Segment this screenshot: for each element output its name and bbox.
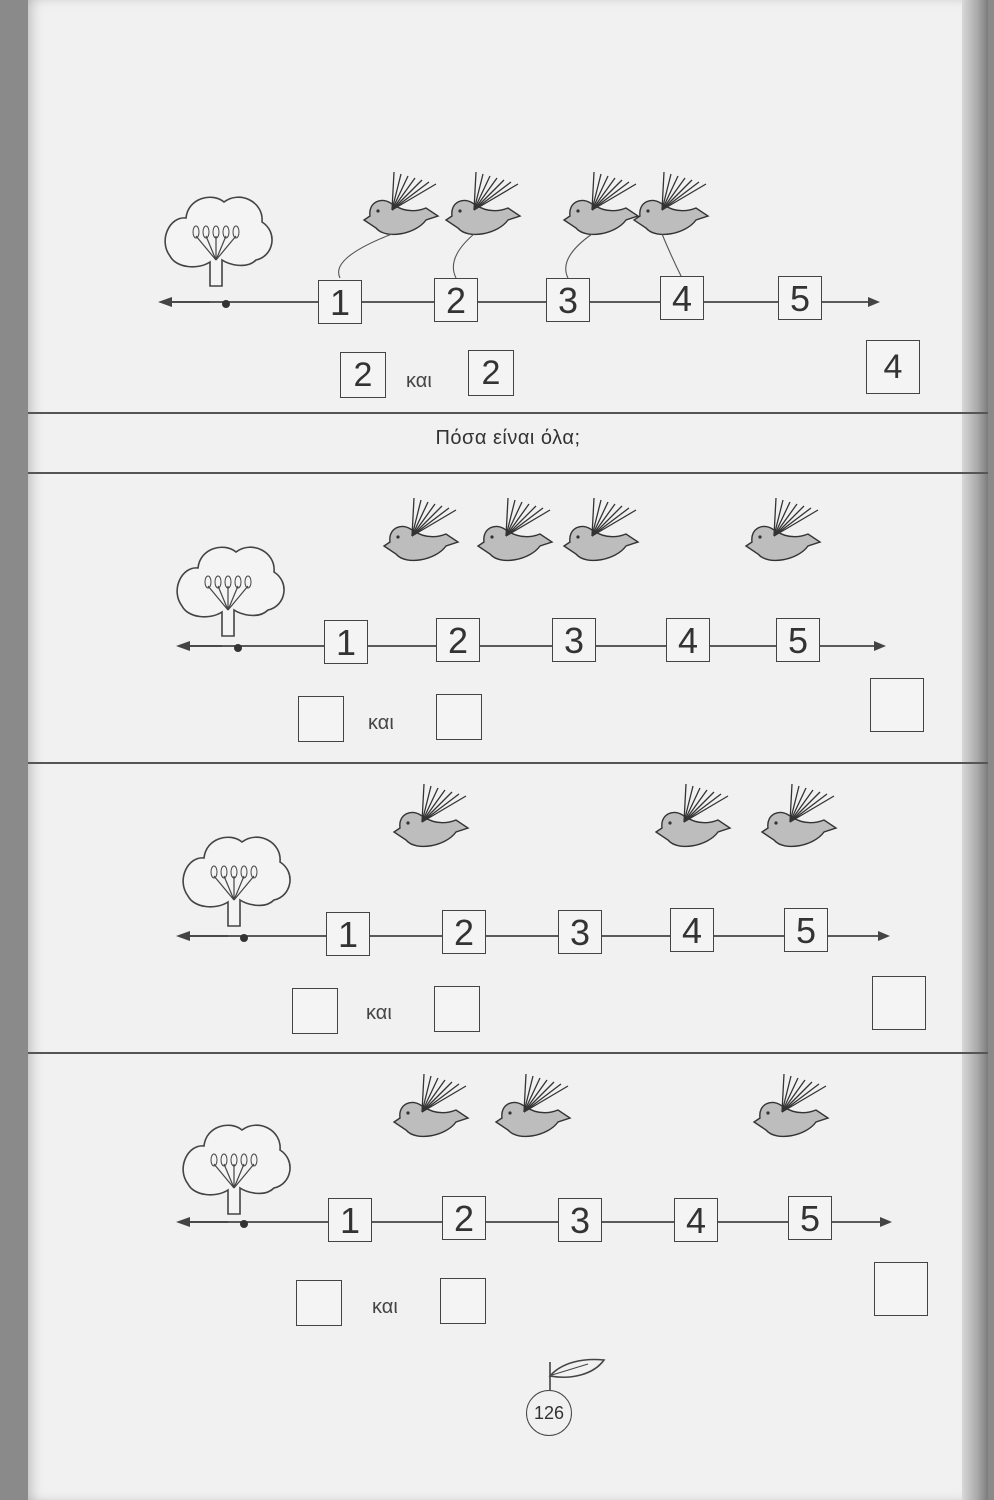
number-box-2: 2: [442, 1196, 486, 1240]
total-box[interactable]: [870, 678, 924, 732]
arrow-right-icon: [868, 297, 880, 307]
exercise-2-drawing: [28, 478, 988, 758]
and-label: και: [366, 1002, 392, 1024]
number-box-2: 2: [434, 278, 478, 322]
arrow-left-icon: [176, 1217, 190, 1227]
number-box-3: 3: [558, 1198, 602, 1242]
number-box-3: 3: [552, 618, 596, 662]
start-dot: [234, 644, 242, 652]
tree-icon: [177, 547, 284, 636]
number-box-1: 1: [318, 280, 362, 324]
exercise-4: [28, 1056, 988, 1346]
dove-icon: [746, 498, 820, 560]
second-addend-box[interactable]: [440, 1278, 486, 1324]
arrow-left-icon: [176, 641, 190, 651]
dove-icon: [564, 172, 638, 234]
number-box-5: 5: [778, 276, 822, 320]
arrow-left-icon: [158, 297, 172, 307]
tree-icon: [183, 1125, 290, 1214]
second-addend-box[interactable]: [434, 986, 480, 1032]
total-box[interactable]: 4: [866, 340, 920, 394]
start-dot: [240, 934, 248, 942]
bird-string: [453, 234, 474, 278]
question-heading: Πόσα είναι όλα;: [435, 427, 581, 449]
dove-icon: [564, 498, 638, 560]
dove-icon: [394, 1074, 468, 1136]
total-box[interactable]: [872, 976, 926, 1030]
arrow-right-icon: [880, 1217, 892, 1227]
number-box-2: 2: [436, 618, 480, 662]
worksheet-page: [28, 0, 988, 1500]
exercise-2: [28, 478, 988, 758]
exercise-3-drawing: [28, 766, 988, 1050]
arrow-right-icon: [874, 641, 886, 651]
first-addend-box[interactable]: [296, 1280, 342, 1326]
dove-icon: [478, 498, 552, 560]
first-addend-box[interactable]: 2: [340, 352, 386, 398]
first-addend-box[interactable]: [298, 696, 344, 742]
number-box-4: 4: [666, 618, 710, 662]
second-addend-box[interactable]: [436, 694, 482, 740]
exercise-4-drawing: [28, 1056, 988, 1346]
tree-icon: [165, 197, 272, 286]
bird-string: [566, 234, 592, 278]
divider: [28, 762, 988, 764]
exercise-3: [28, 766, 988, 1050]
number-box-1: 1: [326, 912, 370, 956]
tree-icon: [183, 837, 290, 926]
start-dot: [222, 300, 230, 308]
divider: [28, 412, 988, 414]
and-label: και: [406, 370, 432, 392]
and-label: και: [368, 712, 394, 734]
dove-icon: [634, 172, 708, 234]
total-box[interactable]: [874, 1262, 928, 1316]
divider: [28, 1052, 988, 1054]
dove-icon: [384, 498, 458, 560]
leaf-icon: [548, 1356, 608, 1392]
bird-string: [339, 234, 392, 278]
first-addend-box[interactable]: [292, 988, 338, 1034]
number-box-2: 2: [442, 910, 486, 954]
number-box-5: 5: [776, 618, 820, 662]
arrow-right-icon: [878, 931, 890, 941]
number-box-3: 3: [546, 278, 590, 322]
number-box-1: 1: [324, 620, 368, 664]
and-label: και: [372, 1296, 398, 1318]
number-box-4: 4: [660, 276, 704, 320]
exercise-1: [28, 150, 988, 410]
arrow-left-icon: [176, 931, 190, 941]
dove-icon: [762, 784, 836, 846]
number-box-3: 3: [558, 910, 602, 954]
second-addend-box[interactable]: 2: [468, 350, 514, 396]
dove-icon: [446, 172, 520, 234]
number-box-5: 5: [784, 908, 828, 952]
page-number: 126: [526, 1390, 572, 1436]
dove-icon: [364, 172, 438, 234]
bird-string: [662, 234, 682, 278]
dove-icon: [754, 1074, 828, 1136]
dove-icon: [656, 784, 730, 846]
dove-icon: [496, 1074, 570, 1136]
number-box-4: 4: [674, 1198, 718, 1242]
dove-icon: [394, 784, 468, 846]
number-box-4: 4: [670, 908, 714, 952]
start-dot: [240, 1220, 248, 1228]
divider: [28, 472, 988, 474]
number-box-5: 5: [788, 1196, 832, 1240]
number-box-1: 1: [328, 1198, 372, 1242]
